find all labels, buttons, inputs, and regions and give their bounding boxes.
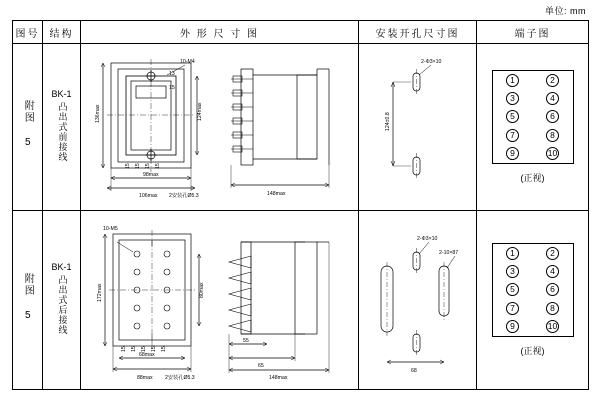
terminal-9: 9 (506, 320, 519, 333)
terminal-2: 2 (546, 74, 559, 87)
terminal-9: 9 (506, 147, 519, 160)
dim-65: 65 (258, 362, 264, 369)
dim-88max: 88max (137, 374, 153, 381)
table-row (13, 44, 589, 211)
terminal-1: 1 (506, 74, 519, 87)
terminal-10: 10 (547, 148, 558, 159)
hole-dim-slot: 2-Φ3×10 (421, 58, 442, 65)
header-outline-drawing: 外 形 尺 寸 图 (81, 21, 359, 44)
terminal-diagram-rear (477, 211, 588, 389)
dim-15d: 15 (151, 345, 157, 352)
terminal-diagram-front (477, 44, 588, 210)
header-mounting-hole-drawing: 安装开孔尺寸图 (359, 21, 477, 44)
dim-148max: 148max (267, 190, 286, 197)
dim-15c: 15 (141, 345, 147, 352)
terminal-8: 8 (546, 129, 559, 142)
terminal-4: 4 (546, 265, 559, 278)
hole-dim-68: 68 (411, 367, 417, 374)
structure-desc: 凸出式前接线 (57, 101, 68, 162)
dim-106max: 106max (139, 192, 158, 199)
terminal-10: 10 (547, 321, 558, 332)
cell-mounting-hole-drawing (359, 211, 477, 390)
table-header-row (13, 21, 589, 44)
dim-15e: 15 (155, 162, 161, 169)
structure-model: BK-1 (51, 88, 72, 99)
terminal-grid (492, 70, 574, 164)
dim-10-M4: 10-M4 (180, 58, 195, 65)
dim-15a: 15 (121, 345, 127, 352)
outline-drawing-rear (81, 212, 357, 389)
cell-mounting-hole-drawing (359, 44, 477, 211)
mounting-hole-front (359, 45, 475, 210)
dimension-table (12, 20, 589, 390)
structure-model: BK-1 (51, 261, 72, 272)
terminal-5: 5 (506, 283, 519, 296)
dim-mount-hole: 2安装孔Ø5.3 (169, 192, 199, 199)
terminal-7: 7 (506, 302, 519, 315)
terminal-caption: (正视) (520, 173, 545, 183)
terminal-7: 7 (506, 129, 519, 142)
structure-desc: 凸出式后接线 (57, 274, 68, 335)
terminal-8: 8 (546, 302, 559, 315)
dim-124max: 124max (197, 102, 203, 121)
terminal-1: 1 (506, 247, 519, 260)
cell-outline-drawing (81, 211, 359, 390)
cell-fig-no (13, 44, 43, 211)
mounting-hole-rear (359, 212, 475, 389)
terminal-6: 6 (546, 110, 559, 123)
header-terminal-drawing: 端子图 (477, 21, 589, 44)
dim-148max: 148max (269, 374, 288, 381)
terminal-6: 6 (546, 283, 559, 296)
header-fig-no: 图号 (13, 21, 43, 44)
hole-dim-slot2: 2-10×87 (439, 249, 459, 256)
dim-98max: 98max (143, 171, 159, 178)
terminal-2: 2 (546, 247, 559, 260)
dim-15b: 15 (125, 162, 131, 169)
terminal-grid (492, 243, 574, 337)
terminal-caption: (正视) (520, 346, 545, 356)
cell-terminal-diagram (477, 44, 589, 211)
hole-dim-pitch: 124±0.8 (385, 111, 391, 131)
terminal-5: 5 (506, 110, 519, 123)
cell-fig-no (13, 211, 43, 390)
terminal-3: 3 (506, 265, 519, 278)
dim-55: 55 (243, 337, 249, 344)
dim-15e: 15 (161, 345, 167, 352)
dim-15d: 15 (145, 162, 151, 169)
dim-15c: 15 (135, 162, 141, 169)
cell-structure (43, 44, 81, 211)
table-row (13, 211, 589, 390)
dim-10-M5: 10-M5 (103, 225, 118, 232)
dim-68max: 68max (139, 351, 155, 358)
outline-drawing-front (81, 45, 357, 210)
dim-13: 13 (169, 70, 175, 77)
dim-15b: 15 (131, 345, 137, 352)
hole-dim-slot: 2-Φ3×10 (417, 235, 438, 242)
cell-terminal-diagram (477, 211, 589, 390)
dim-15a: 15 (169, 84, 175, 91)
cell-outline-drawing (81, 44, 359, 211)
terminal-4: 4 (546, 92, 559, 105)
dim-80max: 80max (199, 281, 205, 298)
dim-136max: 136max (95, 104, 101, 123)
dim-mount-hole: 2安装孔Ø5.3 (165, 374, 195, 381)
unit-note: 单位: mm (545, 6, 586, 16)
dim-172max: 172max (97, 283, 103, 302)
fig-no-label: 附图 5 (22, 272, 34, 323)
cell-structure (43, 211, 81, 390)
header-structure: 结构 (43, 21, 81, 44)
terminal-3: 3 (506, 92, 519, 105)
fig-no-label: 附图 5 (22, 99, 34, 150)
